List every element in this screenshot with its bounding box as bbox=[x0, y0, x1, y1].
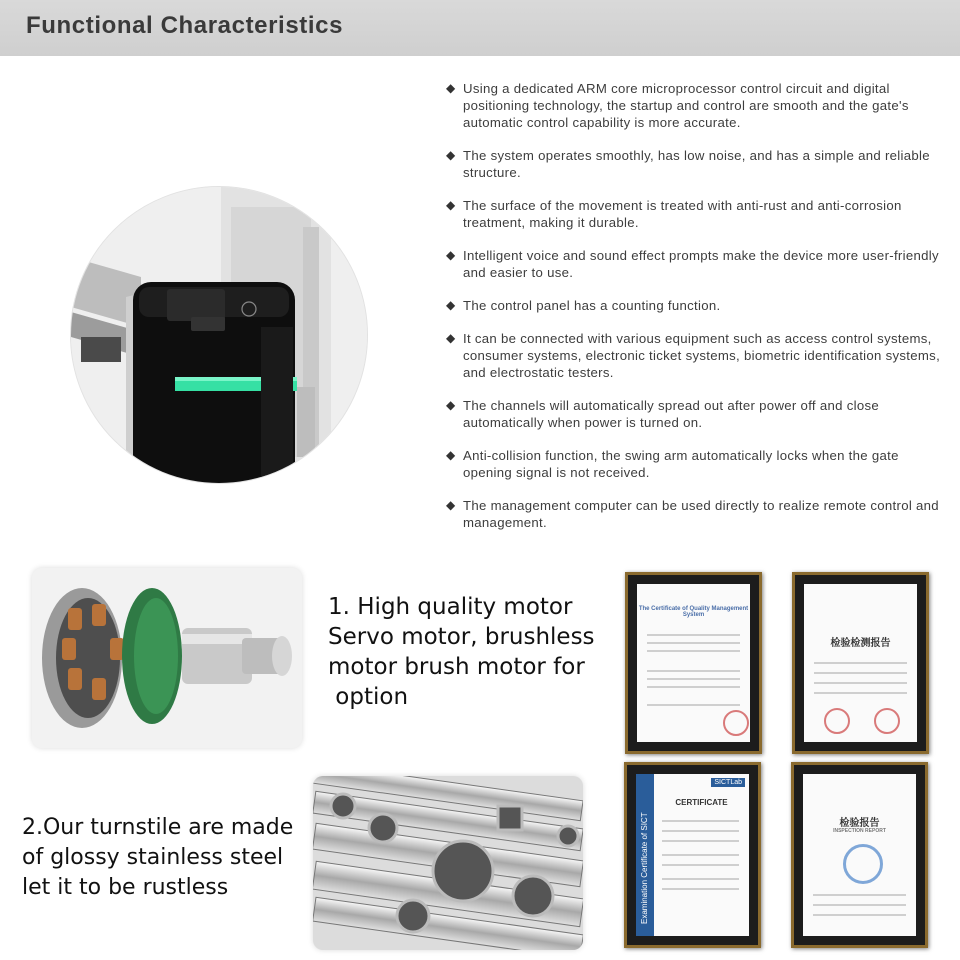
motor-line: 1. High quality motor bbox=[328, 594, 573, 620]
list-item: ◆ Intelligent voice and sound effect prompts make the device more user-friendly and easier to use. bbox=[446, 248, 939, 280]
diamond-bullet-icon: ◆ bbox=[446, 81, 456, 95]
feature-list bbox=[446, 80, 946, 547]
list-item: ◆ The system operates smoothly, has low noise, and has a simple and reliable structure. bbox=[446, 148, 930, 180]
certificate-sict-examination bbox=[624, 762, 761, 948]
certificate-inspection-report bbox=[791, 762, 928, 948]
diamond-bullet-icon: ◆ bbox=[446, 498, 456, 512]
list-item: ◆ The surface of the movement is treated with anti-rust and anti-corrosion treatment, making it durable. bbox=[446, 198, 902, 230]
seal-stamp-icon bbox=[874, 708, 900, 734]
page-title: Functional Characteristics bbox=[26, 12, 344, 39]
motor-line: Servo motor, brushless bbox=[328, 624, 595, 650]
turnstile-product-image bbox=[70, 186, 368, 484]
certificate-title: 检验检测报告 bbox=[830, 638, 891, 649]
steel-description bbox=[22, 813, 312, 903]
certificate-side-band: Examination Certificate of SICT bbox=[636, 774, 654, 936]
list-item: ◆ Anti-collision function, the swing arm automatically locks when the gate opening signal is not received. bbox=[446, 448, 899, 480]
list-item: ◆ The channels will automatically spread out after power off and close automatically when power is turned on. bbox=[446, 398, 879, 430]
certificate-quality-management bbox=[625, 572, 762, 754]
section-header bbox=[0, 0, 960, 56]
steel-line: let it to be rustless bbox=[22, 875, 229, 900]
seal-stamp-icon bbox=[723, 710, 749, 736]
diamond-bullet-icon: ◆ bbox=[446, 248, 456, 262]
list-item: ◆ It can be connected with various equipment such as access control systems, consumer systems, electronic ticket systems, biometric identification systems, and electrostatic testers. bbox=[446, 331, 941, 380]
diamond-bullet-icon: ◆ bbox=[446, 331, 456, 345]
diamond-bullet-icon: ◆ bbox=[446, 448, 456, 462]
certificate-inspection-test-report bbox=[792, 572, 929, 754]
stainless-steel-image bbox=[313, 776, 583, 950]
certificate-title: The Certificate of Quality Management System bbox=[638, 606, 749, 618]
motor-description bbox=[328, 592, 618, 712]
motor-line: motor brush motor for bbox=[328, 654, 585, 680]
list-item: ◆ Using a dedicated ARM core microprocessor control circuit and digital positioning technology, the startup and control are smooth and the gate's automatic control capability is more accurate. bbox=[446, 81, 909, 130]
motor-image bbox=[32, 568, 302, 748]
sict-badge: SICTLab bbox=[711, 778, 745, 787]
emblem-icon bbox=[843, 844, 883, 884]
list-item: ◆ The management computer can be used directly to realize remote control and management. bbox=[446, 498, 939, 530]
diamond-bullet-icon: ◆ bbox=[446, 148, 456, 162]
list-item: ◆ The control panel has a counting function. bbox=[446, 298, 721, 313]
diamond-bullet-icon: ◆ bbox=[446, 398, 456, 412]
certificate-subtitle: INSPECTION REPORT bbox=[833, 828, 886, 834]
steel-line: of glossy stainless steel bbox=[22, 845, 284, 870]
diamond-bullet-icon: ◆ bbox=[446, 198, 456, 212]
motor-line: option bbox=[328, 684, 409, 710]
certificate-title: 检验报告 bbox=[839, 818, 880, 829]
seal-stamp-icon bbox=[824, 708, 850, 734]
steel-line: 2.Our turnstile are made bbox=[22, 815, 294, 840]
diamond-bullet-icon: ◆ bbox=[446, 298, 456, 312]
certificate-title: CERTIFICATE bbox=[675, 798, 728, 807]
